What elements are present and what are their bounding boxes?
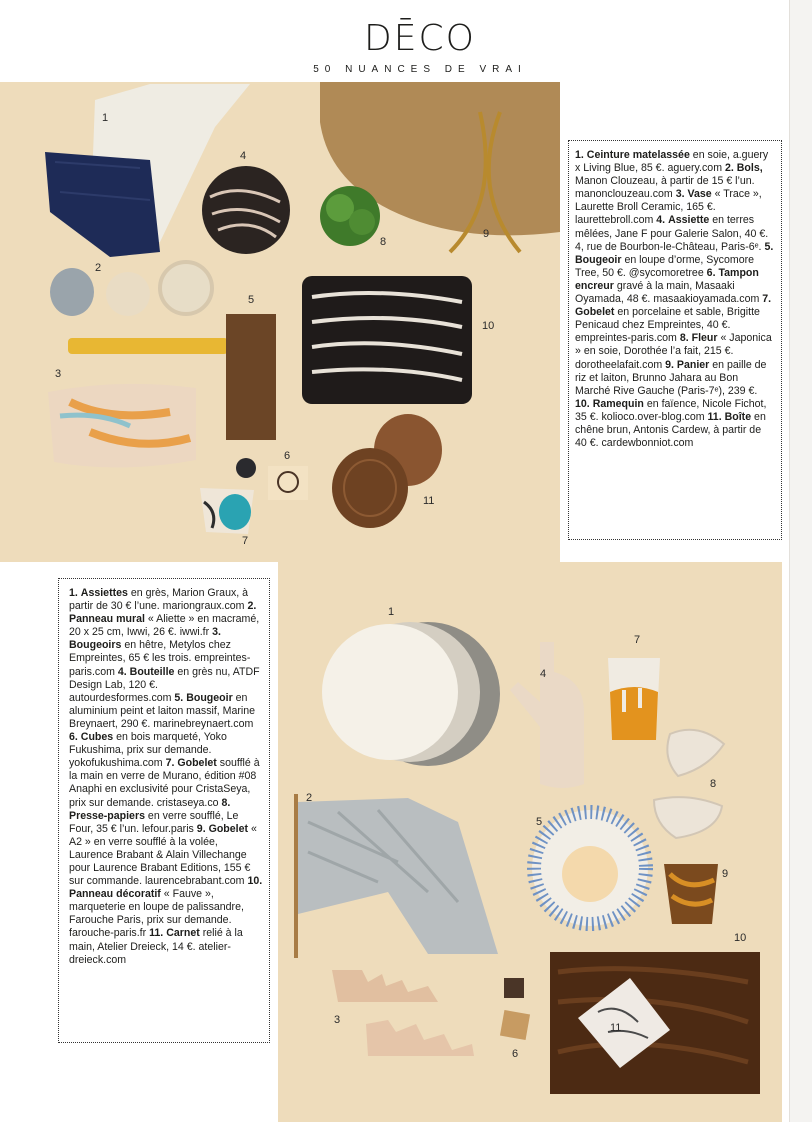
- item-number: 5: [248, 294, 255, 306]
- caption-entry: 8. Fleur « Japonica » en soie, Dorothée l’a fait, 215 €. dorotheelafait.com: [575, 332, 772, 371]
- item-number: 6: [284, 450, 291, 462]
- section-subtitle: 50 NUANCES DE VRAI: [313, 64, 527, 75]
- bowls: [50, 262, 212, 316]
- caption-entry: 1. Ceinture matelassée en soie, a.guery x Living Blue, 85 €. aguery.com: [575, 149, 769, 175]
- caption-entry: 11. Carnet relié à la main, Atelier Dreieck, 14 €. atelier-dreieck.com: [69, 927, 243, 966]
- trace-vase: [48, 384, 196, 468]
- section-title: DĒCO: [364, 18, 476, 59]
- item-number: 9: [483, 228, 490, 240]
- caption-entry: 9. Gobelet « A2 » en verre soufflé à la volée, Laurence Brabant & Alain Villechange pour Laurence Brabant Editions, 155 € sur commande. laurencebrabant.com: [69, 822, 257, 888]
- still-life-illustration-top: [0, 82, 560, 562]
- item-number: 4: [540, 668, 547, 680]
- item-number: 9: [722, 868, 729, 880]
- caption-entry: 1. Assiettes en grès, Marion Graux, à partir de 30 € l’une. mariongraux.com: [69, 587, 249, 613]
- caption-entry: 10. Ramequin en faïence, Nicole Fichot, 35 €. kolioco.over-blog.com: [575, 397, 767, 423]
- item-number: 2: [95, 262, 102, 274]
- caption-entry: 11. Boîte en chêne brun, Antonis Cardew, à partir de 40 €. cardewbonniot.com: [575, 410, 766, 450]
- caption-entry: 7. Gobelet en porcelaine et sable, Brigitte Penicaud chez Empreintes, 40 €. empreintes-paris.com: [575, 293, 772, 345]
- marquetry-cubes: [500, 978, 530, 1040]
- blown-glass-cup: [664, 864, 718, 924]
- caption-entry: 3. Bougeoirs en hêtre, Metylos chez Empreintes, 65 € les trois. empreintes-paris.com: [69, 626, 251, 678]
- caption-entry: 2. Panneau mural « Aliette » en macramé, 20 x 25 cm, Iwwi, 26 €. iwwi.fr: [69, 600, 260, 639]
- item-number: 6: [512, 1048, 519, 1060]
- item-number: 5: [536, 816, 543, 828]
- still-life-photo-bottom: [278, 562, 782, 1122]
- murano-cup: [608, 658, 660, 740]
- caption-entry: 4. Bouteille en grès nu, ATDF Design Lab, 120 €. autourdesformes.com: [69, 665, 260, 704]
- item-number: 3: [334, 1014, 341, 1026]
- caption-entry: 6. Cubes en bois marqueté, Yoko Fukushima, prix sur demande. yokofukushima.com: [69, 731, 227, 770]
- oak-box: [332, 414, 442, 528]
- stoneware-bottle: [510, 642, 584, 788]
- page-edge-strip: [789, 0, 812, 1122]
- caption-entry: 3. Vase « Trace », Laurette Broll Ceramic, 165 €. laurettebroll.com: [575, 188, 762, 227]
- item-number: 2: [306, 792, 313, 804]
- porcelain-cup: [200, 488, 254, 534]
- still-life-illustration-bottom: [278, 562, 782, 1122]
- item-number: 1: [102, 112, 109, 124]
- caption-entry: 9. Panier en paille de riz et laiton, Brunno Jahara au Bon Marché Rive Gauche (Paris-7ᵉ), 239 €.: [575, 358, 767, 397]
- item-number: 11: [423, 495, 435, 507]
- painted-candle-holder: [532, 810, 648, 926]
- item-number: 8: [380, 236, 387, 248]
- caption-entry: 5. Bougeoir en loupe d’orme, Sycomore Tree, 50 €. @sycomoretree: [575, 240, 774, 279]
- still-life-photo-top: [0, 82, 560, 562]
- item-number: 1: [388, 606, 395, 618]
- marbled-plate: [202, 166, 290, 254]
- item-number: 7: [634, 634, 641, 646]
- item-number: 11: [610, 1022, 622, 1034]
- caption-text: [575, 149, 775, 450]
- caption-entry: 5. Bougeoir en aluminium peint et laiton massif, Marine Breynaert, 290 €. marinebreynaert.com: [69, 691, 256, 730]
- caption-entry: 2. Bols, Manon Clouzeau, à partir de 15 € l’un. manonclouzeau.com: [575, 162, 763, 201]
- item-number: 10: [734, 932, 747, 944]
- item-number: 7: [242, 535, 249, 547]
- caption-entry: 6. Tampon encreur gravé à la main, Masaaki Oyamada, 48 €. masaakioyamada.com: [575, 266, 760, 306]
- item-number: 8: [710, 778, 717, 790]
- silk-flower: [320, 186, 380, 246]
- caption-text: [69, 587, 263, 967]
- striped-ramekin: [302, 276, 472, 404]
- macrame-panel: [294, 794, 498, 958]
- caption-entry: 8. Presse-papiers en verre soufflé, Le Four, 35 € l’un. lefour.paris: [69, 796, 239, 835]
- caption-box-top: [568, 140, 782, 540]
- caption-box-bottom: [58, 578, 270, 1043]
- beech-candlesticks: [332, 970, 474, 1056]
- item-number: 3: [55, 368, 62, 380]
- item-number: 4: [240, 150, 247, 162]
- caption-entry: 7. Gobelet soufflé à la main en verre de Murano, édition #08 Anaphi en exclusivité pour CristaSeya, prix sur demande. cristaseya.co: [69, 757, 260, 809]
- caption-entry: 4. Assiette en terres mêlées, Jane F pour Galerie Salon, 40 €. 4, rue de Bourbon-le-Château, Paris-6ᵉ.: [575, 214, 769, 253]
- caption-entry: 10. Panneau décoratif « Fauve », marqueterie en loupe de palissandre, Farouche Paris, prix sur demande. farouche-paris.fr: [69, 875, 263, 940]
- item-number: 10: [482, 320, 495, 332]
- stoneware-plates: [322, 622, 500, 766]
